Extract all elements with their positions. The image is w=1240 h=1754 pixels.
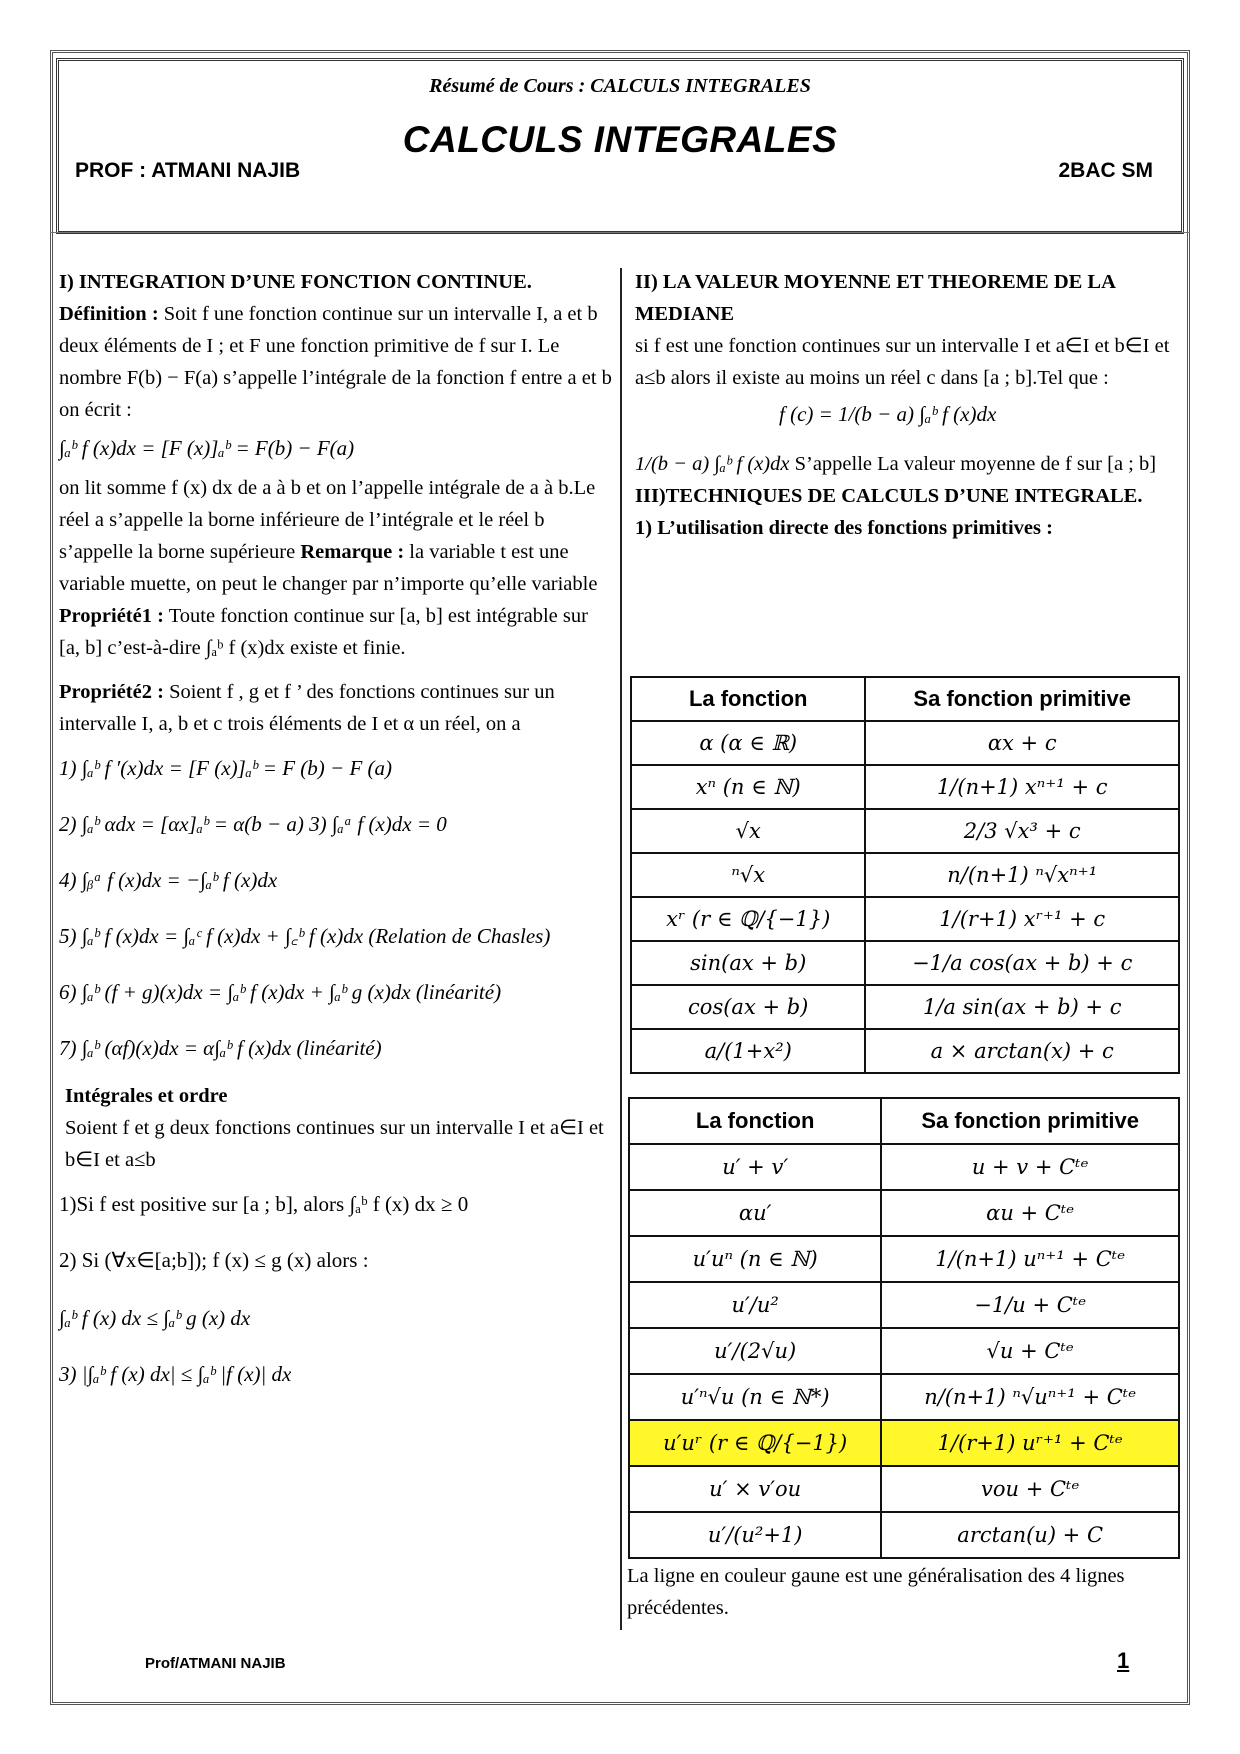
table-row <box>629 1190 1179 1236</box>
section-3-title: III)TECHNIQUES DE CALCULS D’UNE INTEGRALE. <box>635 485 1143 507</box>
property-1-label: Propriété1 : <box>59 605 164 627</box>
table-cell: 1/(r+1) xʳ⁺¹ + c <box>865 897 1179 941</box>
table-cell: αu + Cᵗᵉ <box>881 1190 1179 1236</box>
table-row <box>631 1029 1179 1073</box>
table-row <box>631 941 1179 985</box>
table-cell: √x <box>631 809 865 853</box>
section-2-title: II) LA VALEUR MOYENNE ET THEOREME DE LA MEDIANE <box>635 271 1115 325</box>
right-column <box>629 266 1181 544</box>
read-paragraph <box>59 472 613 600</box>
table-1-header-primitive: Sa fonction primitive <box>865 677 1179 721</box>
property-item-2: 2) ∫ₐᵇ αdx = [αx]ₐᵇ = α(b − a) 3) ∫ₐᵃ f (x)dx = 0 <box>59 812 447 836</box>
highlight-note: La ligne en couleur gaune est une généralisation des 4 lignes précédentes. <box>627 1565 1125 1619</box>
table-row <box>629 1466 1179 1512</box>
section-1-title: I) INTEGRATION D’UNE FONCTION CONTINUE. <box>59 271 532 293</box>
section-3-subtitle: 1) L’utilisation directe des fonctions primitives : <box>635 517 1053 539</box>
table-cell: u′ × v′ou <box>629 1466 881 1512</box>
table-row <box>631 853 1179 897</box>
footer-prof: Prof/ATMANI NAJIB <box>145 1655 286 1672</box>
table-cell: a × arctan(x) + c <box>865 1029 1179 1073</box>
table-2-header-function: La fonction <box>629 1098 881 1144</box>
primitives-table-1 <box>630 676 1180 1074</box>
property-item-1: 1) ∫ₐᵇ f ′(x)dx = [F (x)]ₐᵇ = F (b) − F (a) <box>59 756 393 780</box>
mean-value-text: S’appelle La valeur moyenne de f sur [a ; b] <box>794 453 1157 475</box>
property-1-text: Toute fonction continue sur [a, b] est intégrable sur [a, b] c’est-à-dire ∫ₐᵇ f (x)dx existe et finie. <box>59 605 588 659</box>
property-1 <box>59 600 613 664</box>
definition-formula: ∫ₐᵇ f (x)dx = [F (x)]ₐᵇ = F(b) − F(a) <box>59 436 355 460</box>
table-cell: u + v + Cᵗᵉ <box>881 1144 1179 1190</box>
definition <box>59 298 613 426</box>
section-2-text: si f est une fonction continues sur un intervalle I et a∈I et b∈I et a≤b alors il existe au moins un réel c dans [a ; b].Tel que : <box>635 335 1170 389</box>
table-row <box>631 809 1179 853</box>
table-row <box>629 1236 1179 1282</box>
table-cell: 2/3 √x³ + c <box>865 809 1179 853</box>
left-column <box>59 266 613 1390</box>
table-cell: sin(ax + b) <box>631 941 865 985</box>
header-subtitle: Résumé de Cours : CALCULS INTEGRALES <box>429 75 811 97</box>
definition-label: Définition : <box>59 303 159 325</box>
table-cell: a/(1+x²) <box>631 1029 865 1073</box>
highlighted-table-row <box>629 1420 1179 1466</box>
page-title: CALCULS INTEGRALES <box>402 119 838 160</box>
primitives-table-2 <box>628 1097 1180 1559</box>
table-cell: vou + Cᵗᵉ <box>881 1466 1179 1512</box>
order-title: Intégrales et ordre <box>65 1085 228 1107</box>
column-divider <box>620 268 622 1630</box>
table-cell: αx + c <box>865 721 1179 765</box>
read-text: on lit somme f (x) dx de a à b et on l’appelle intégrale de a à b.Le réel a s’appelle la borne inférieure de l’intégrale et le réel b s’appelle la borne supérieure <box>59 477 596 563</box>
table-row <box>629 1282 1179 1328</box>
table-cell: 1/(n+1) uⁿ⁺¹ + Cᵗᵉ <box>881 1236 1179 1282</box>
property-2-text: Soient f , g et f ’ des fonctions continues sur un intervalle I, a, b et c trois éléments de I et α un réel, on a <box>59 681 555 735</box>
table-row <box>631 721 1179 765</box>
property-2-label: Propriété2 : <box>59 681 164 703</box>
order-text: Soient f et g deux fonctions continues sur un intervalle I et a∈I et b∈I et a≤b <box>65 1117 604 1171</box>
page-number: 1 <box>1117 1648 1130 1673</box>
table-cell: xⁿ (n ∈ ℕ) <box>631 765 865 809</box>
table-row <box>629 1512 1179 1558</box>
table-cell: α (α ∈ ℝ) <box>631 721 865 765</box>
mean-value-paragraph <box>635 448 1181 480</box>
page-header <box>56 58 1184 234</box>
header-level: 2BAC SM <box>1058 159 1153 182</box>
table-cell: √u + Cᵗᵉ <box>881 1328 1179 1374</box>
order-item-2: 2) Si (∀x∈[a;b]); f (x) ≤ g (x) alors : <box>59 1248 369 1272</box>
table-2-header-primitive: Sa fonction primitive <box>881 1098 1179 1144</box>
table-row <box>631 897 1179 941</box>
table-cell: u′/u² <box>629 1282 881 1328</box>
order-item-1: 1)Si f est positive sur [a ; b], alors ∫ₐᵇ f (x) dx ≥ 0 <box>59 1192 469 1216</box>
property-item-6: 6) ∫ₐᵇ (f + g)(x)dx = ∫ₐᵇ f (x)dx + ∫ₐᵇ g (x)dx (linéarité) <box>59 980 502 1004</box>
table-cell: cos(ax + b) <box>631 985 865 1029</box>
table-cell: 1/(r+1) uʳ⁺¹ + Cᵗᵉ <box>881 1420 1179 1466</box>
table-cell: xʳ (r ∈ ℚ/{−1}) <box>631 897 865 941</box>
section-2-formula: f (c) = 1/(b − a) ∫ₐᵇ f (x)dx <box>779 402 997 426</box>
property-2 <box>59 676 613 740</box>
property-item-4: 4) ∫ᵦᵃ f (x)dx = −∫ₐᵇ f (x)dx <box>59 868 278 892</box>
remark-label: Remarque : <box>300 541 405 563</box>
table-cell: u′ⁿ√u (n ∈ ℕ*) <box>629 1374 881 1420</box>
table-cell: αu′ <box>629 1190 881 1236</box>
table-cell: −1/u + Cᵗᵉ <box>881 1282 1179 1328</box>
table-row <box>631 985 1179 1029</box>
table-cell: u′/(u²+1) <box>629 1512 881 1558</box>
order-item-3: 3) |∫ₐᵇ f (x) dx| ≤ ∫ₐᵇ |f (x)| dx <box>59 1362 292 1386</box>
table-row <box>629 1328 1179 1374</box>
table-row <box>631 765 1179 809</box>
table-cell: u′uⁿ (n ∈ ℕ) <box>629 1236 881 1282</box>
property-item-7: 7) ∫ₐᵇ (αf)(x)dx = α∫ₐᵇ f (x)dx (linéarité) <box>59 1036 382 1060</box>
table-cell: u′/(2√u) <box>629 1328 881 1374</box>
table-cell: −1/a cos(ax + b) + c <box>865 941 1179 985</box>
table-1-header-function: La fonction <box>631 677 865 721</box>
definition-text: Soit f une fonction continue sur un intervalle I, a et b deux éléments de I ; et F une fonction primitive de f sur I. Le nombre F(b) − F(a) s’appelle l’intégrale de la fonction f entre a et b on écrit : <box>59 303 612 421</box>
table-cell: ⁿ√x <box>631 853 865 897</box>
table-cell: u′uʳ (r ∈ ℚ/{−1}) <box>629 1420 881 1466</box>
header-divider <box>50 232 1190 233</box>
table-row <box>629 1144 1179 1190</box>
table-cell: 1/a sin(ax + b) + c <box>865 985 1179 1029</box>
table-cell: n/(n+1) ⁿ√xⁿ⁺¹ <box>865 853 1179 897</box>
mean-value-formula: 1/(b − a) ∫ₐᵇ f (x)dx <box>635 453 790 475</box>
table-row <box>629 1374 1179 1420</box>
table-cell: arctan(u) + C <box>881 1512 1179 1558</box>
remark-text: la variable t est une variable muette, on peut le changer par n’importe qu’elle variable <box>59 541 598 595</box>
header-prof: PROF : ATMANI NAJIB <box>75 159 301 182</box>
property-item-5: 5) ∫ₐᵇ f (x)dx = ∫ₐᶜ f (x)dx + ∫꜀ᵇ f (x)dx (Relation de Chasles) <box>59 924 551 948</box>
table-cell: n/(n+1) ⁿ√uⁿ⁺¹ + Cᵗᵉ <box>881 1374 1179 1420</box>
table-cell: 1/(n+1) xⁿ⁺¹ + c <box>865 765 1179 809</box>
order-item-2-formula: ∫ₐᵇ f (x) dx ≤ ∫ₐᵇ g (x) dx <box>59 1306 251 1330</box>
table-cell: u′ + v′ <box>629 1144 881 1190</box>
